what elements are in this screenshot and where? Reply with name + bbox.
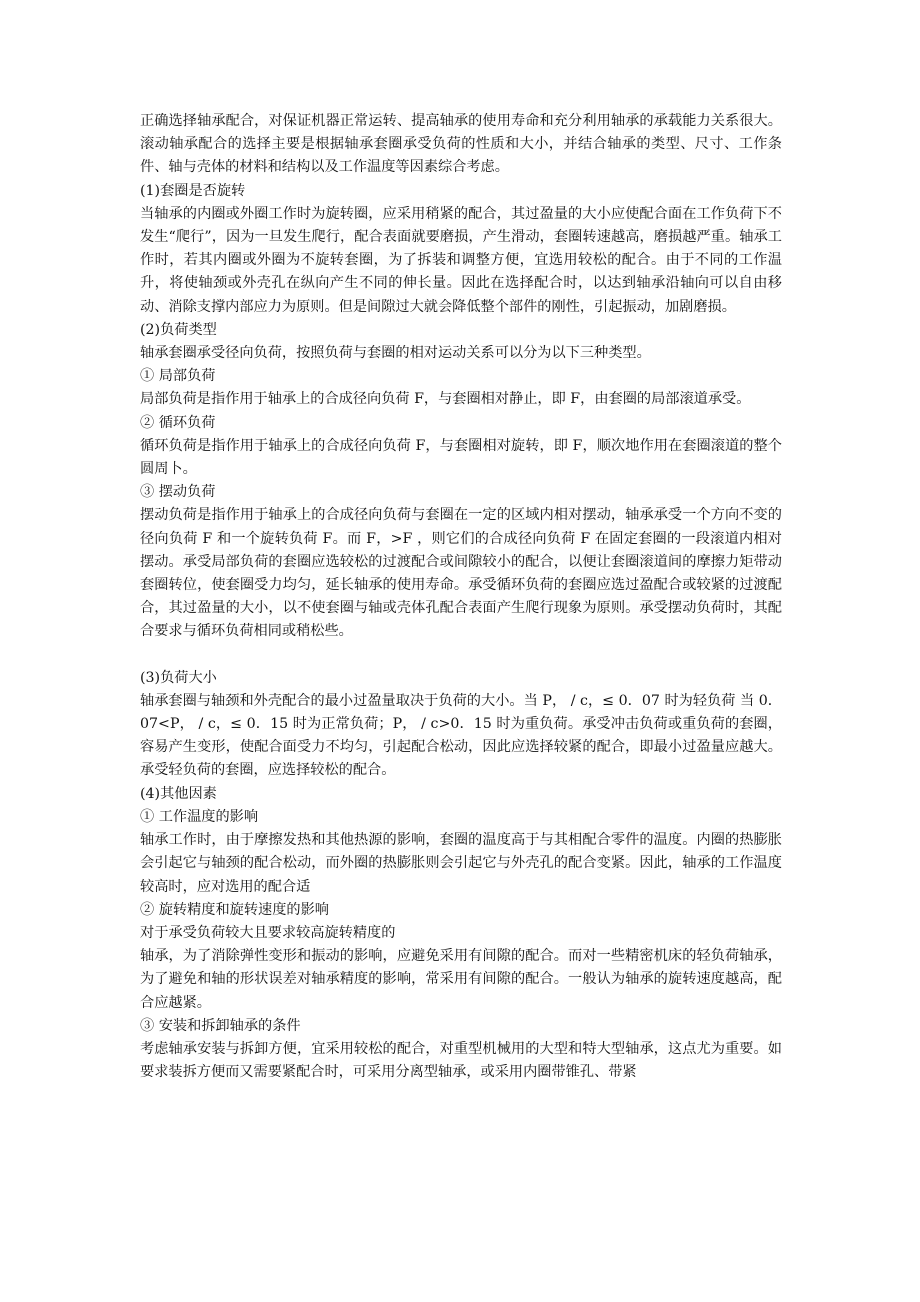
paragraph: 当轴承的内圈或外圈工作时为旋转圈，应采用稍紧的配合，其过盈量的大小应使配合面在工作负荷下不发生“爬行”，因为一旦发生爬行，配合表面就要磨损，产生滑动，套圈转速越高，磨损越严重。轴承工作时，若其内圈或外圈为不旋转套圈，为了拆装和调整方便，宜选用较松的配合。由于不同的工作温升，将使轴颈或外壳孔在纵向产生不同的伸长量。因此在选择配合时，以达到轴承沿轴向可以自由移动、消除支撑内部应力为原则。但是间隙过大就会降低整个部件的刚性，引起振动，加剧磨损。 (140, 205, 782, 315)
blank-line (140, 644, 782, 667)
paragraph: 轴承，为了消除弹性变形和振动的影响，应避免采用有间隙的配合。而对一些精密机床的轻负荷轴承，为了避免和轴的形状误差对轴承精度的影响，常采用有间隙的配合。一般认为轴承的旋转速度越高，配合应越紧。 (140, 948, 782, 1011)
paragraph: 轴承套圈与轴颈和外壳配合的最小过盈量取决于负荷的大小。当 P， / c，≤ 0．07 时为轻负荷 当 0．07<P， / c，≤ 0．15 时为正常负荷；P， / c>0．15 时为重负荷。承受冲击负荷或重负荷的套圈，容易产生变形，使配合面受力不均匀，引起配合松动，因此应选择较紧的配合，即最小过盈量应越大。承受轻负荷的套圈，应选择较松的配合。 (140, 692, 782, 779)
section-heading: ③ 安装和拆卸轴承的条件 (140, 1017, 301, 1034)
section-heading: ③ 摆动负荷 (140, 484, 216, 501)
section-heading: ① 局部负荷 (140, 368, 216, 385)
section-heading: (3)负荷大小 (140, 669, 217, 686)
section-heading: ② 循环负荷 (140, 414, 216, 431)
section-heading: ① 工作温度的影响 (140, 808, 259, 825)
document-body (140, 110, 782, 1084)
section-heading: (2)负荷类型 (140, 321, 217, 338)
section-heading: ② 旋转精度和旋转速度的影响 (140, 901, 329, 918)
section-heading: (1)套圈是否旋转 (140, 182, 246, 199)
paragraph: 轴承工作时，由于摩擦发热和其他热源的影响，套圈的温度高于与其相配合零件的温度。内圈的热膨胀会引起它与轴颈的配合松动，而外圈的热膨胀则会引起它与外壳孔的配合变紧。因此，轴承的工作温度较高时，应对选用的配合适 (140, 832, 782, 895)
paragraph: 摆动负荷是指作用于轴承上的合成径向负荷与套圈在一定的区域内相对摆动，轴承承受一个方向不变的径向负荷 F 和一个旋转负荷 F。而 F，>F ，则它们的合成径向负荷 F 在固定套圈的一段滚道内相对摆动。承受局部负荷的套圈应选较松的过渡配合或间隙较小的配合，以便让套圈滚道间的摩擦力矩带动套圈转位，使套圈受力均匀，延长轴承的使用寿命。承受循环负荷的套圈应选过盈配合或较紧的过渡配合，其过盈量的大小，以不使套圈与轴或壳体孔配合表面产生爬行现象为原则。承受摆动负荷时，其配合要求与循环负荷相同或稍松些。 (140, 507, 782, 640)
paragraph: 轴承套圈承受径向负荷，按照负荷与套圈的相对运动关系可以分为以下三种类型。 (140, 345, 651, 362)
paragraph: 循环负荷是指作用于轴承上的合成径向负荷 F，与套圈相对旋转，即 F，顺次地作用在套圈滚道的整个圆周卜。 (140, 437, 782, 478)
section-heading: (4)其他因素 (140, 785, 217, 802)
paragraph: 考虑轴承安装与拆卸方便，宜采用较松的配合，对重型机械用的大型和特大型轴承，这点尤为重要。如要求装拆方便而又需要紧配合时，可采用分离型轴承，或采用内圈带锥孔、带紧 (140, 1040, 782, 1081)
paragraph: 局部负荷是指作用于轴承上的合成径向负荷 F，与套圈相对静止，即 F，由套圈的局部滚道承受。 (140, 391, 751, 408)
section-heading: 对于承受负荷较大且要求较高旋转精度的 (140, 924, 396, 941)
paragraph: 正确选择轴承配合，对保证机器正常运转、提高轴承的使用寿命和充分利用轴承的承载能力关系很大。滚动轴承配合的选择主要是根据轴承套圈承受负荷的性质和大小，并结合轴承的类型、尺寸、工作条件、轴与壳体的材料和结构以及工作温度等因素综合考虑。 (140, 113, 782, 176)
